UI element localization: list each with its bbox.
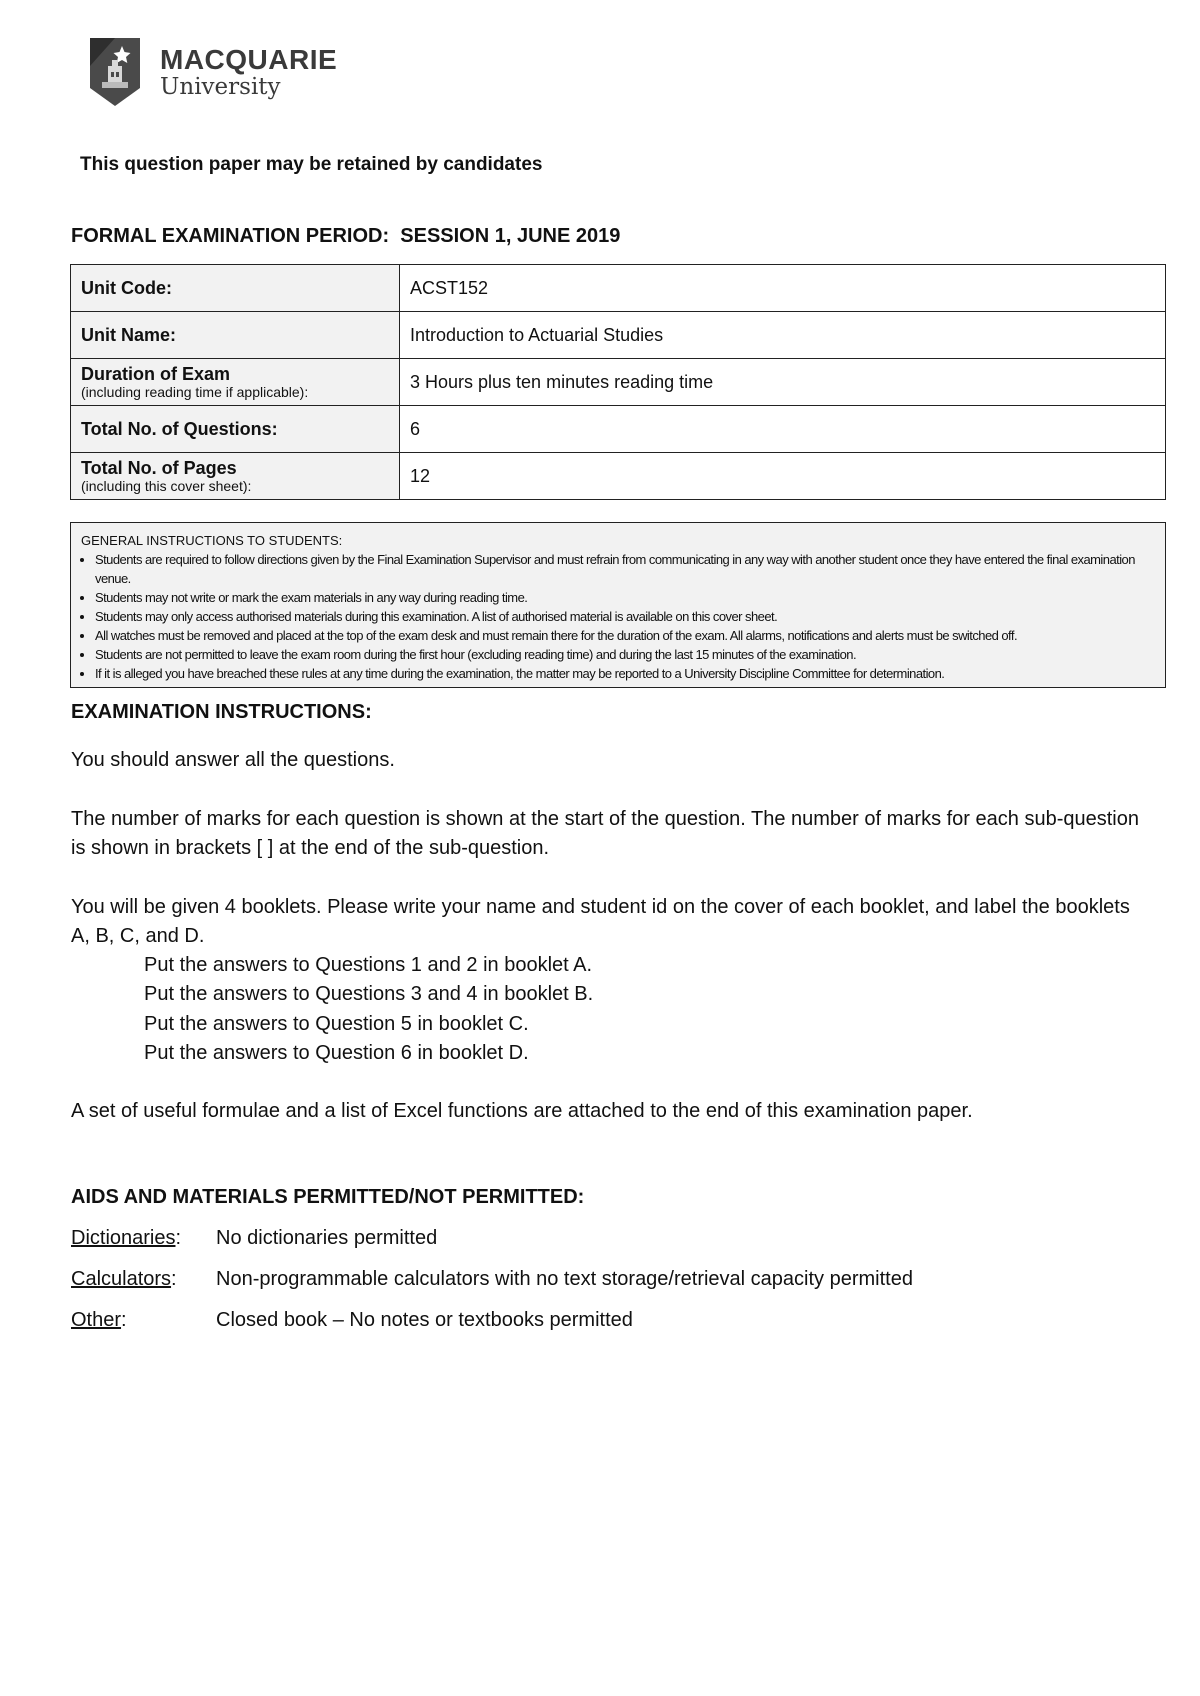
aid-row-dictionaries: Dictionaries: No dictionaries permitted — [71, 1227, 438, 1249]
booklet-line-b: Put the answers to Questions 3 and 4 in booklet B. — [144, 983, 594, 1005]
duration-label: Duration of Exam (including reading time if applicable): — [71, 359, 400, 406]
unit-name-value: Introduction to Actuarial Studies — [400, 312, 1166, 359]
logo-wordmark-university: University — [160, 74, 281, 100]
aid-key: Other — [71, 1309, 122, 1331]
general-instructions-box — [70, 522, 1166, 688]
list-item: • Students may only access authorised materials during this examination. A list of authorised material is available on this cover sheet. — [95, 607, 1155, 626]
table-row — [71, 359, 1166, 406]
unit-name-label: Unit Name: — [71, 312, 400, 359]
list-item: • If it is alleged you have breached these rules at any time during the examination, the matter may be reported to a University Discipline Committee for determination. — [95, 664, 1155, 683]
duration-sublabel: (including reading time if applicable): — [81, 384, 309, 400]
total-pages-sublabel: (including this cover sheet): — [81, 478, 252, 494]
instruction-paragraph-3: You will be given 4 booklets. Please write your name and student id on the cover of each booklet, and label the booklets A, B, C, and D. — [71, 896, 1130, 947]
list-item: • Students are not permitted to leave the exam room during the first hour (excluding reading time) and during the last 15 minutes of the examination. — [95, 645, 1155, 664]
total-pages-value: 12 — [400, 453, 1166, 500]
shield-logo-icon — [84, 36, 146, 108]
exam-period-heading: FORMAL EXAMINATION PERIOD: SESSION 1, JUNE 2019 — [71, 225, 621, 247]
aid-key: Dictionaries — [71, 1227, 176, 1249]
aid-value: Non-programmable calculators with no text storage/retrieval capacity permitted — [216, 1268, 913, 1290]
table-row — [71, 312, 1166, 359]
unit-code-label: Unit Code: — [71, 265, 400, 312]
table-row — [71, 265, 1166, 312]
unit-info-table — [70, 264, 1166, 500]
list-item: • All watches must be removed and placed at the top of the exam desk and must remain there for the duration of the exam. All alarms, notifications and alerts must be switched off. — [95, 626, 1155, 645]
booklet-line-a: Put the answers to Questions 1 and 2 in booklet A. — [144, 954, 593, 976]
table-row — [71, 406, 1166, 453]
general-instructions-heading: GENERAL INSTRUCTIONS TO STUDENTS: — [81, 533, 343, 548]
exam-instructions-heading: EXAMINATION INSTRUCTIONS: — [71, 701, 372, 723]
total-pages-label: Total No. of Pages (including this cover sheet): — [71, 453, 400, 500]
booklet-line-c: Put the answers to Question 5 in booklet C. — [144, 1013, 529, 1035]
instruction-paragraph-4: A set of useful formulae and a list of Excel functions are attached to the end of this examination paper. — [71, 1100, 973, 1122]
unit-code-value: ACST152 — [400, 265, 1166, 312]
university-logo — [84, 36, 344, 108]
aid-key: Calculators — [71, 1268, 172, 1290]
instruction-paragraph-2: The number of marks for each question is shown at the start of the question. The number of marks for each sub-question is shown in brackets [ ] at the end of the sub-question. — [71, 808, 1139, 859]
table-row — [71, 453, 1166, 500]
general-instructions-list — [81, 550, 1155, 683]
total-questions-label: Total No. of Questions: — [71, 406, 400, 453]
list-item: • Students are required to follow directions given by the Final Examination Supervisor and must refrain from communicating in any way with another student once they have entered the final examination venue. — [95, 550, 1155, 588]
aid-value: Closed book – No notes or textbooks permitted — [216, 1309, 633, 1331]
aid-row-calculators: Calculators: Non-programmable calculators with no text storage/retrieval capacity permitted — [71, 1268, 913, 1290]
logo-wordmark-macquarie: MACQUARIE — [160, 44, 338, 75]
total-questions-value: 6 — [400, 406, 1166, 453]
aid-row-other: Other: Closed book – No notes or textbooks permitted — [71, 1309, 633, 1331]
aid-value: No dictionaries permitted — [216, 1227, 438, 1249]
aids-heading: AIDS AND MATERIALS PERMITTED/NOT PERMITTED: — [71, 1186, 585, 1208]
duration-value: 3 Hours plus ten minutes reading time — [400, 359, 1166, 406]
booklet-line-d: Put the answers to Question 6 in booklet D. — [144, 1042, 529, 1064]
list-item: • Students may not write or mark the exam materials in any way during reading time. — [95, 588, 1155, 607]
instruction-paragraph-1: You should answer all the questions. — [71, 749, 395, 771]
retained-notice: This question paper may be retained by candidates — [80, 154, 543, 175]
